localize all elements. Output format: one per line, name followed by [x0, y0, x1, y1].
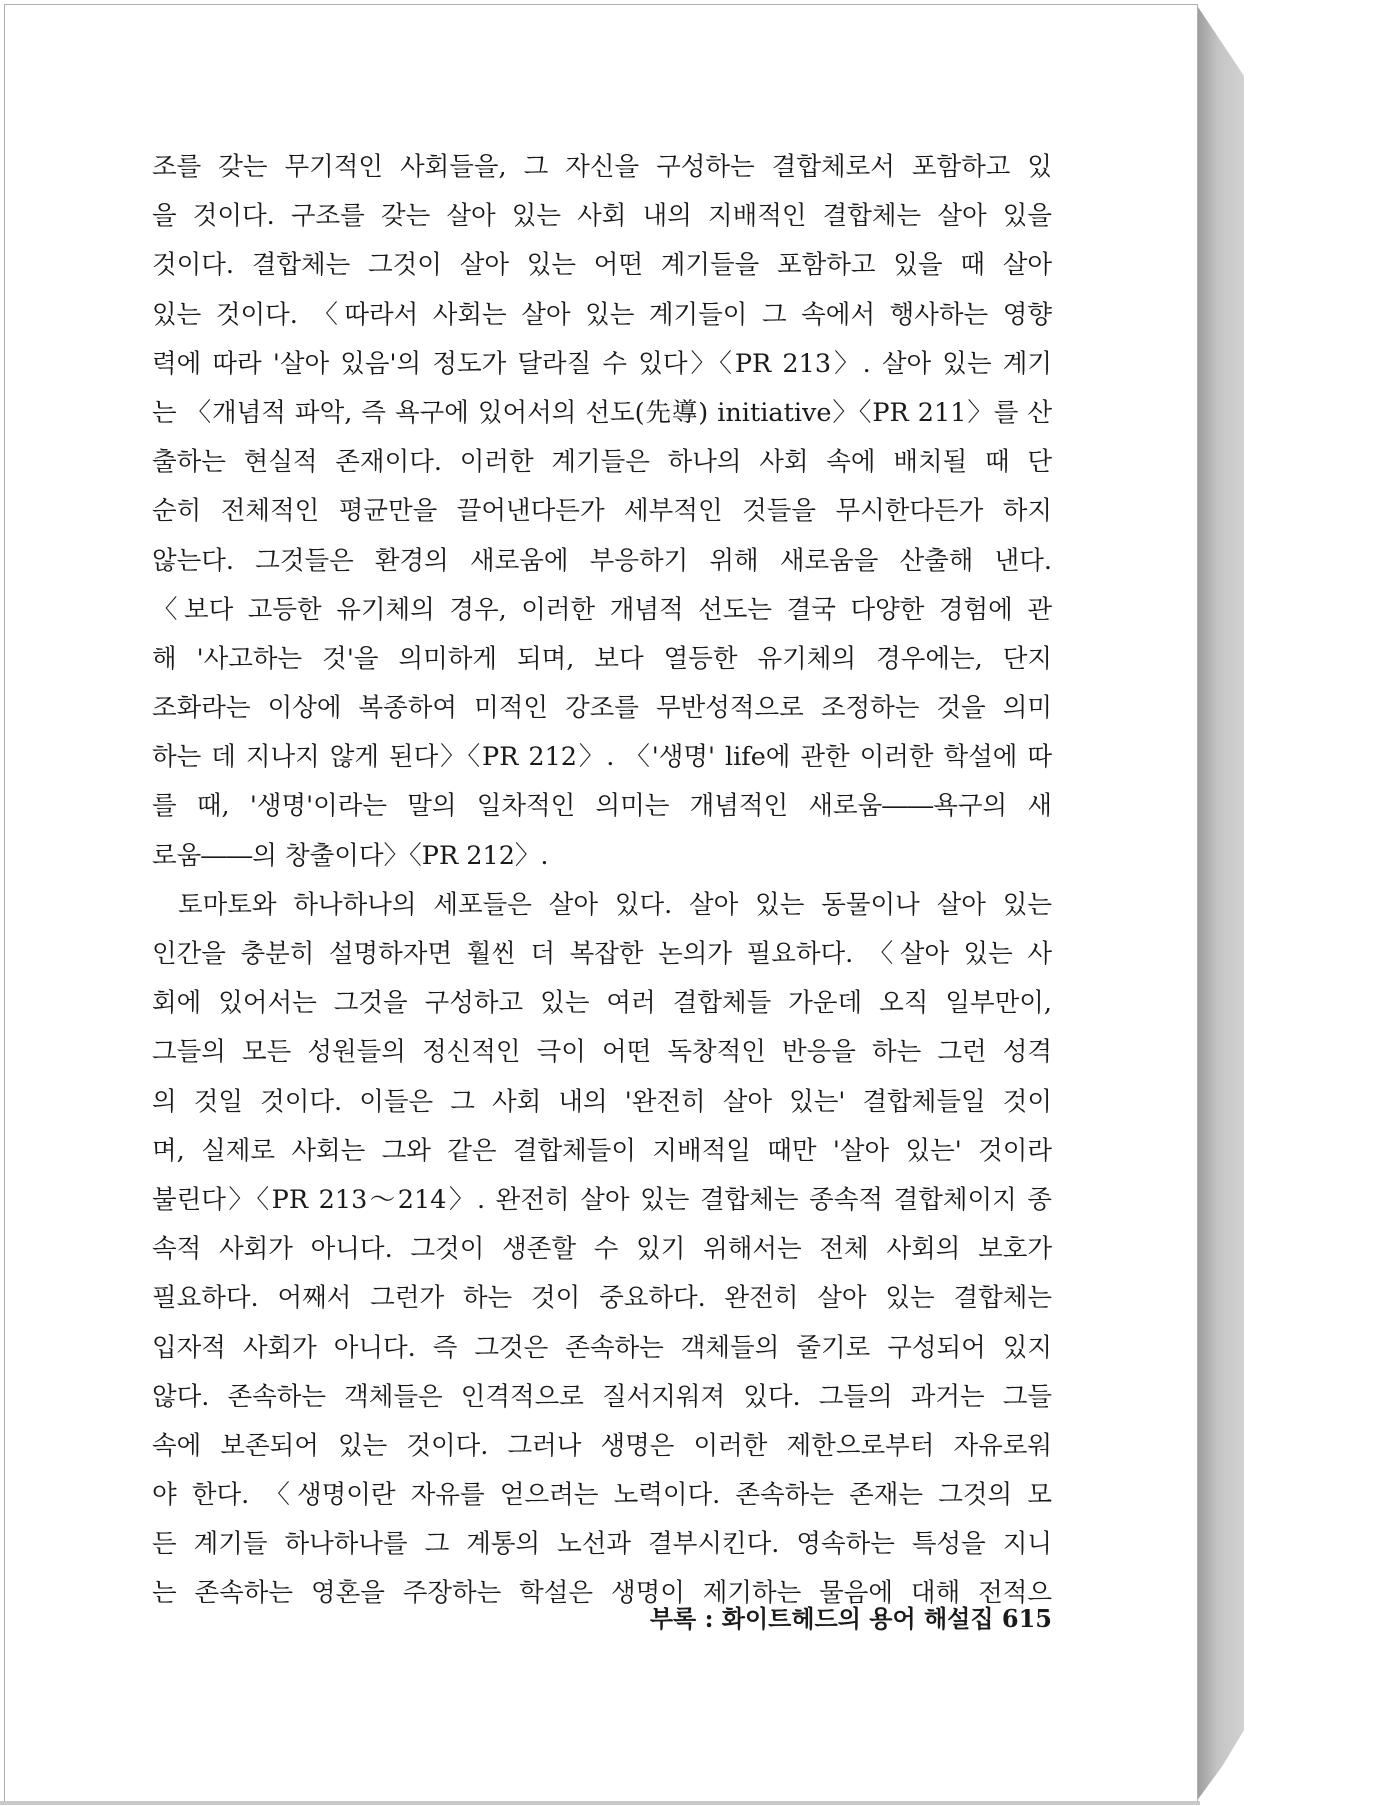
text-line: 출하는 현실적 존재이다. 이러한 계기들은 하나의 사회 속에 배치될 때 단 [152, 447, 1052, 478]
text-line: 〈보다 고등한 유기체의 경우, 이러한 개념적 선도는 결국 다양한 경험에 관 [152, 594, 1052, 625]
text-line: 로움――의 창출이다〉〈PR 212〉. [152, 840, 549, 871]
text-line: 는 〈개념적 파악, 즉 욕구에 있어서의 선도(先導) initiative〉〈PR 211〉를 산 [152, 397, 1052, 428]
text-line: 회에 있어서는 그것을 구성하고 있는 여러 결합체들 가운데 오직 일부만이, [152, 988, 1052, 1019]
text-line: 하는 데 지나지 않게 된다〉〈PR 212〉. 〈'생명' life에 관한 이러한 학설에 따 [152, 742, 1052, 773]
text-line: 입자적 사회가 아니다. 즉 그것은 존속하는 객체들의 줄기로 구성되어 있지 [152, 1332, 1052, 1363]
text-line: 있는 것이다. 〈따라서 사회는 살아 있는 계기들이 그 속에서 행사하는 영향 [152, 299, 1052, 330]
text-line: 않다. 존속하는 객체들은 인격적으로 질서지워져 있다. 그들의 과거는 그들 [152, 1381, 1052, 1412]
text-line: 속적 사회가 아니다. 그것이 생존할 수 있기 위해서는 전체 사회의 보호가 [152, 1234, 1052, 1265]
text-line: 필요하다. 어째서 그런가 하는 것이 중요하다. 완전히 살아 있는 결합체는 [152, 1283, 1052, 1314]
text-line: 야 한다. 〈생명이란 자유를 얻으려는 노력이다. 존속하는 존재는 그것의 모 [152, 1480, 1052, 1511]
text-line: 그들의 모든 성원들의 정신적인 극이 어떤 독창적인 반응을 하는 그런 성격 [152, 1037, 1052, 1068]
text-line: 것이다. 결합체는 그것이 살아 있는 어떤 계기들을 포함하고 있을 때 살아 [152, 250, 1052, 281]
body-text [152, 143, 1052, 1619]
text-line: 를 때, '생명'이라는 말의 일차적인 의미는 개념적인 새로움――욕구의 새 [152, 791, 1052, 822]
page-footer: 부록 : 화이트헤드의 용어 해설집 615 [649, 1604, 1052, 1633]
text-line: 력에 따라 '살아 있음'의 정도가 달라질 수 있다〉〈PR 213〉. 살아 있는 계기 [152, 348, 1052, 379]
page-edge [1196, 4, 1244, 1802]
text-line: 순히 전체적인 평균만을 끌어낸다든가 세부적인 것들을 무시한다든가 하지 [152, 496, 1052, 527]
text-line: 않는다. 그것들은 환경의 새로움에 부응하기 위해 새로움을 산출해 낸다. [152, 545, 1052, 576]
text-line: 인간을 충분히 설명하자면 훨씬 더 복잡한 논의가 필요하다. 〈살아 있는 사 [152, 939, 1052, 969]
text-line: 조화라는 이상에 복종하여 미적인 강조를 무반성적으로 조정하는 것을 의미 [152, 693, 1052, 724]
text-line: 의 것일 것이다. 이들은 그 사회 내의 '완전히 살아 있는' 결합체들일 것이 [152, 1086, 1052, 1117]
text-line: 을 것이다. 구조를 갖는 살아 있는 사회 내의 지배적인 결합체는 살아 있을 [152, 201, 1052, 232]
text-line: 불린다〉〈PR 213～214〉. 완전히 살아 있는 결합체는 종속적 결합체이지 종 [152, 1184, 1052, 1215]
text-line: 든 계기들 하나하나를 그 계통의 노선과 결부시킨다. 영속하는 특성을 지니 [152, 1529, 1052, 1560]
text-line: 해 '사고하는 것'을 의미하게 되며, 보다 열등한 유기체의 경우에는, 단지 [152, 643, 1052, 674]
text-line: 토마토와 하나하나의 세포들은 살아 있다. 살아 있는 동물이나 살아 있는 [178, 889, 1052, 920]
text-line: 조를 갖는 무기적인 사회들을, 그 자신을 구성하는 결합체로서 포함하고 있 [152, 152, 1052, 182]
page-shadow [0, 1801, 1200, 1805]
text-line: 속에 보존되어 있는 것이다. 그러나 생명은 이러한 제한으로부터 자유로워 [152, 1430, 1052, 1461]
text-line: 며, 실제로 사회는 그와 같은 결합체들이 지배적일 때만 '살아 있는' 것이라 [152, 1135, 1052, 1166]
text-line: 는 존속하는 영혼을 주장하는 학설은 생명이 제기하는 물음에 대해 전적으 [152, 1578, 1052, 1609]
